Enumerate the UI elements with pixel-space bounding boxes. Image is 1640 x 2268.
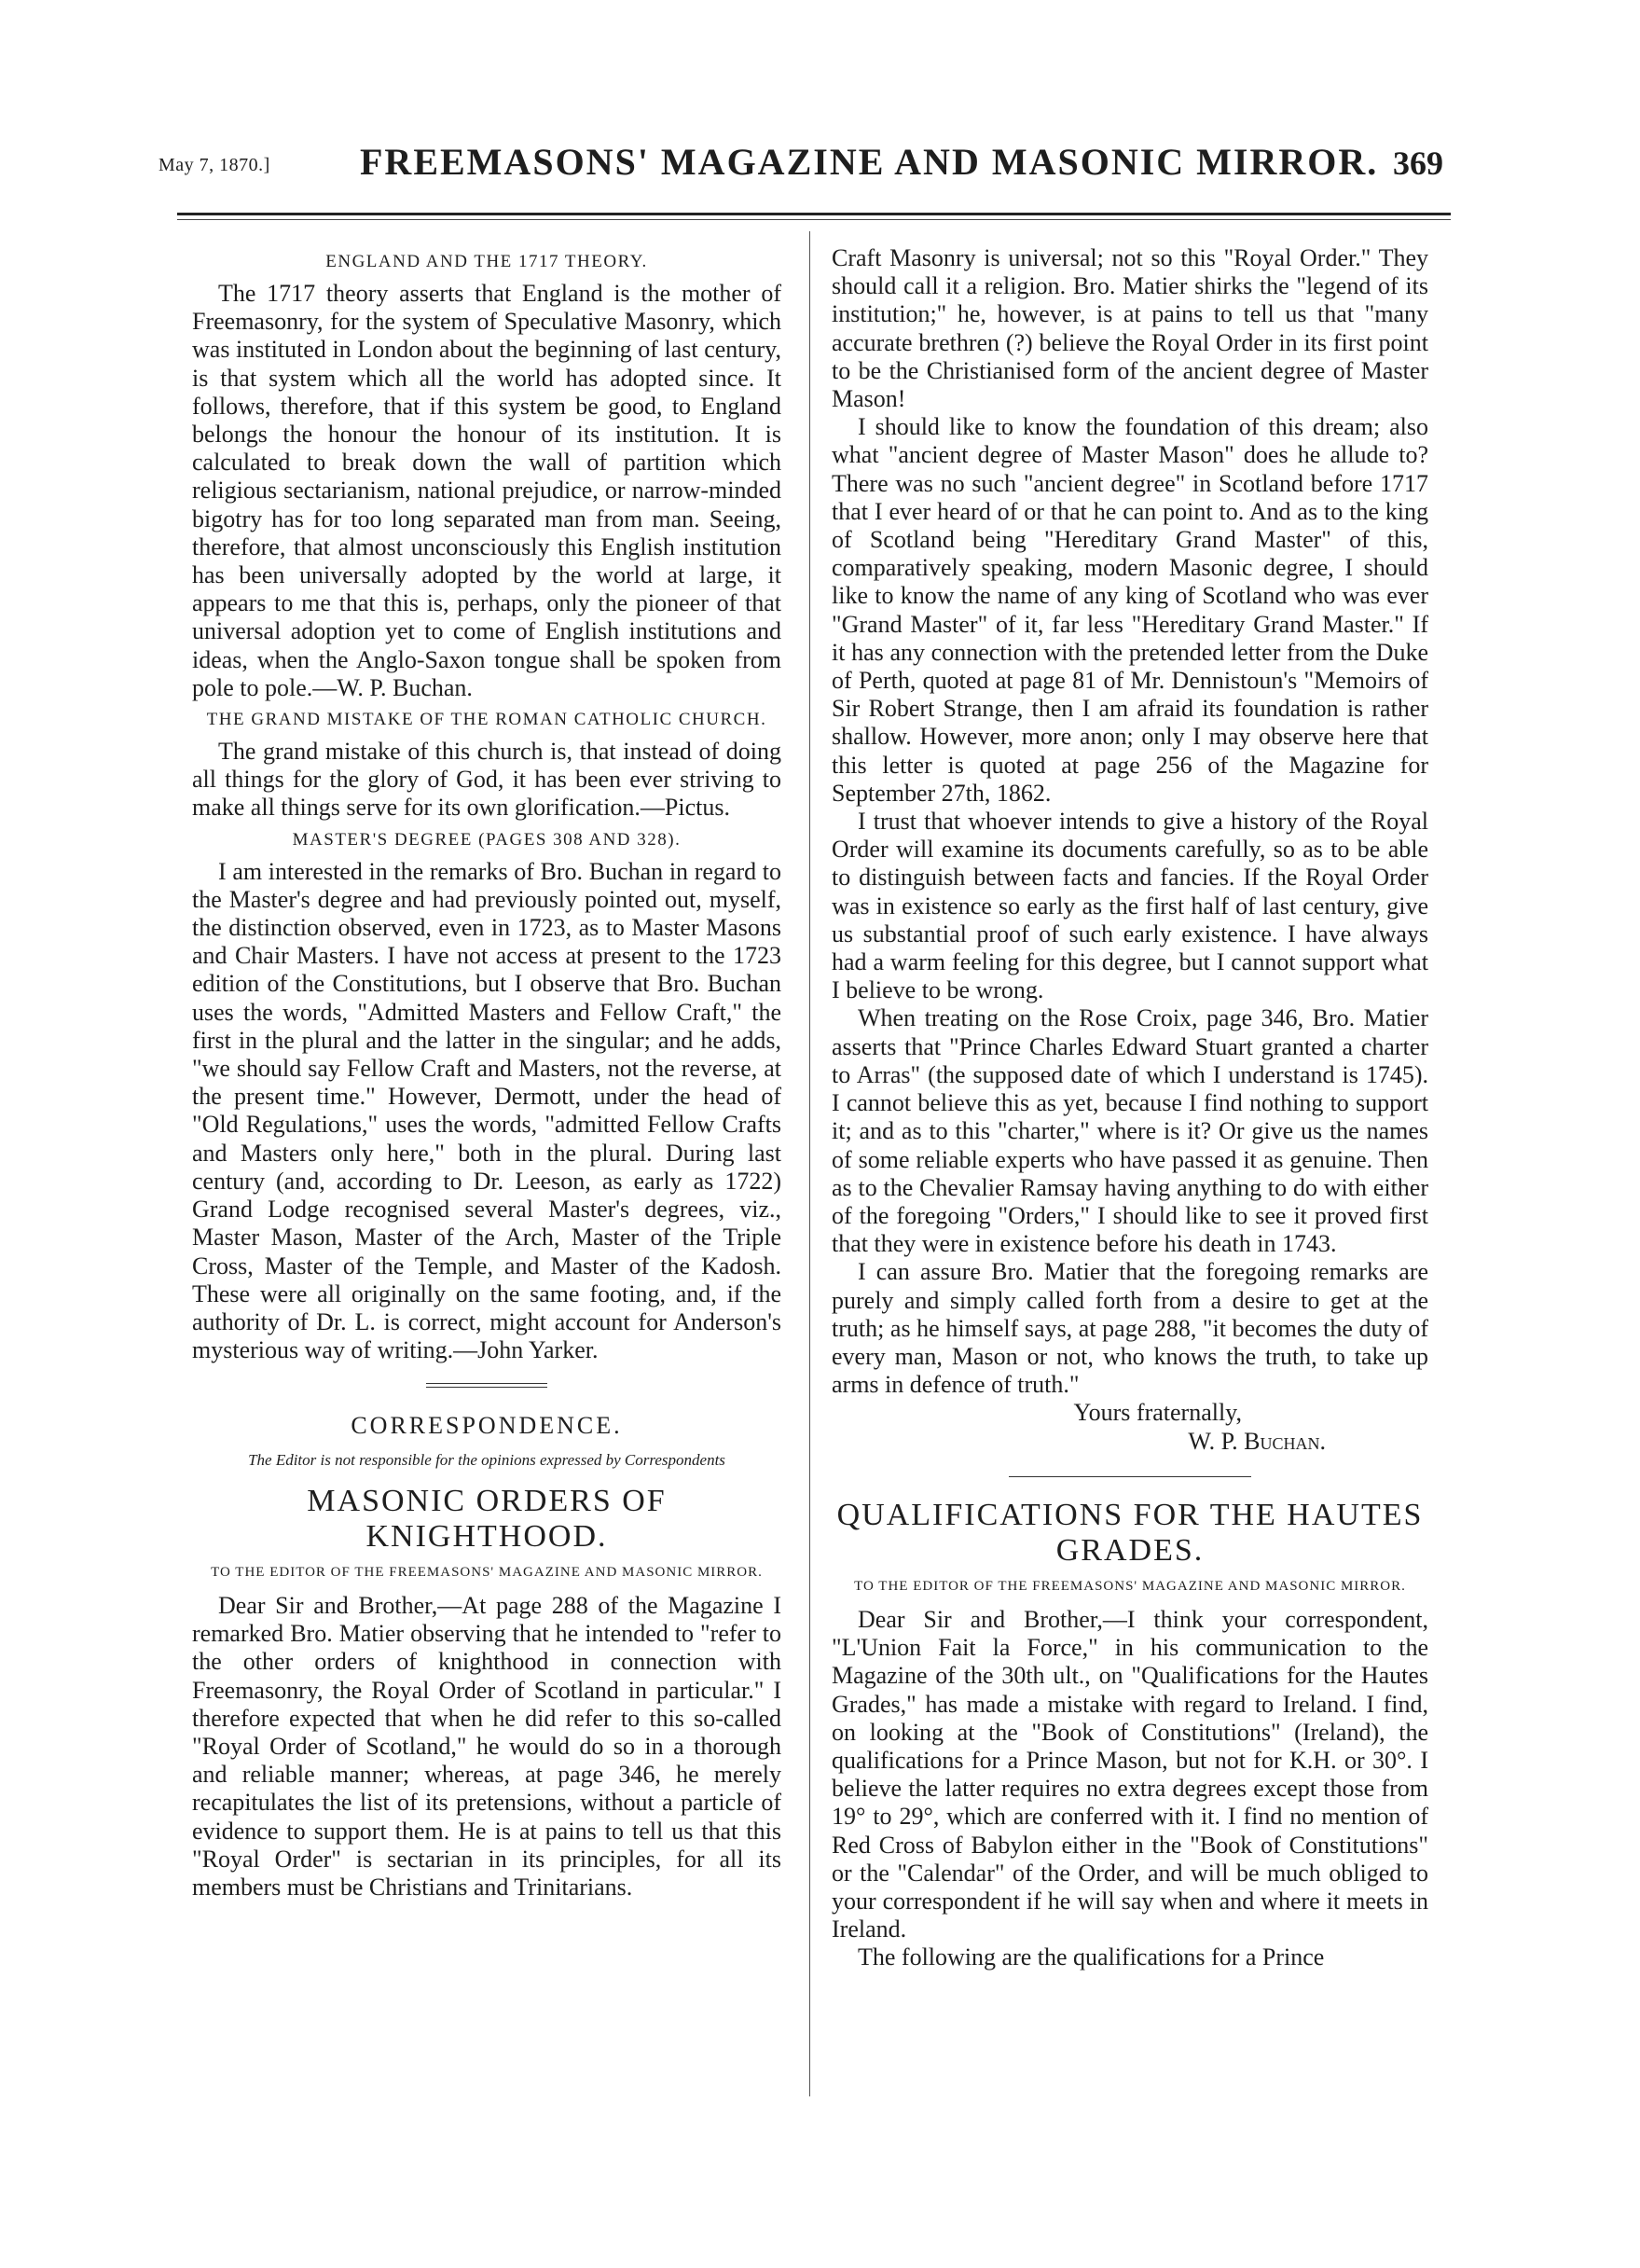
letter-paragraph-1: Craft Masonry is universal; not so this "Royal Order." They should call it a religion. Bro. Matier shirks the "legend of its institution;" he, however, is at pains to tell us that "many accurate brethren (?) believe the Royal Order in its first point to be the Christianised form of the ancient degree of Master Mason! bbox=[832, 244, 1428, 413]
qualifications-paragraph-2: The following are the qualifications for a Prince bbox=[858, 1943, 1325, 1971]
letter-paragraph-5: I can assure Bro. Matier that the foregoing remarks are purely and simply called forth from a desire to get at the truth; as he himself says, at page 288, "it becomes the duty of every man, Mason or not, who knows the truth, to take up arms in defence of truth." bbox=[832, 1258, 1428, 1399]
orders-paragraph: Dear Sir and Brother,—At page 288 of the Magazine I remarked Bro. Matier observing that he intended to "refer to the other orders of knighthood in connection with Freemasonry, the Royal Order of Scotland in particular." I therefore expected that when he did refer to this so-called "Royal Order of Scotland," he would do so in a thorough and reliable manner; whereas, at page 346, he merely recapitulates the list of its pretensions, without a particle of evidence to support them. He is at pains to tell us that this "Royal Order" is sectarian in its principles, for all its members must be Christians and Trinitarians. bbox=[192, 1591, 781, 1901]
header-rule bbox=[177, 213, 1451, 215]
column-divider bbox=[809, 231, 810, 2096]
right-column bbox=[832, 244, 1428, 1972]
england-heading: ENGLAND AND THE 1717 THEORY. bbox=[325, 252, 648, 271]
grand-mistake-heading: THE GRAND MISTAKE OF THE ROMAN CATHOLIC CHURCH. bbox=[206, 710, 767, 730]
qualifications-paragraph-1: Dear Sir and Brother,—I think your correspondent, "L'Union Fait la Force," in his communication to the Magazine of the 30th ult., on "Qualifications for the Hautes Grades," has made a mistake with regard to Ireland. I find, on looking at the "Book of Constitutions" (Ireland), the qualifications for a Prince Mason, but not for K.H. or 30°. I believe the latter requires no extra degrees except those from 19° to 29°, which are conferred with it. I find no mention of Red Cross of Babylon either in the "Book of Constitutions" or the "Calendar" of the Order, and will be much obliged to your correspondent if he will say when and where it meets in Ireland. bbox=[832, 1605, 1428, 1943]
orders-to-editor: TO THE EDITOR OF THE FREEMASONS' MAGAZINE AND MASONIC MIRROR. bbox=[211, 1564, 763, 1580]
letter-paragraph-3: I trust that whoever intends to give a history of the Royal Order will examine its documents carefully, so as to be able to distinguish between facts and fancies. If the Royal Order was in existence so early as the first half of last century, give us substantial proof of such early existence. I have always had a warm feeling for this degree, but I cannot support what I believe to be wrong. bbox=[832, 808, 1428, 1004]
header-rule-thin bbox=[177, 219, 1451, 220]
letter-signoff: Yours fraternally, bbox=[1073, 1399, 1242, 1427]
page-number: 369 bbox=[1393, 145, 1443, 182]
qualifications-to-editor: TO THE EDITOR OF THE FREEMASONS' MAGAZINE AND MASONIC MIRROR. bbox=[854, 1578, 1406, 1594]
orders-heading: MASONIC ORDERS OF KNIGHTHOOD. bbox=[307, 1483, 667, 1554]
editor-disclaimer: The Editor is not responsible for the opinions expressed by Correspondents bbox=[248, 1450, 725, 1469]
masters-degree-paragraph: I am interested in the remarks of Bro. Buchan in regard to the Master's degree and had previously pointed out, myself, the distinction observed, even in 1723, as to Master Masons and Chair Masters. I have not access at present to the 1723 edition of the Constitutions, but I observe that Bro. Buchan uses the words, "Admitted Masters and Fellow Craft," the first in the plural and the latter in the singular; and he adds, "we should say Fellow Craft and Masters, not the reverse, at the present time." However, Dermott, under the head of "Old Regulations," uses the words, "admitted Fellow Crafts and Masters only here," both in the plural. During last century (and, according to Dr. Leeson, as early as 1722) Grand Lodge recognised several Master's degrees, viz., Master Mason, Master of the Arch, Master of the Triple Cross, Master of the Temple, and Master of the Kadosh. These were all originally on the same footing, and, if the authority of Dr. L. is correct, might account for Anderson's mysterious way of writing.—John Yarker. bbox=[192, 857, 781, 1364]
masters-degree-heading: MASTER'S DEGREE (PAGES 308 AND 328). bbox=[292, 829, 682, 850]
section-separator-right bbox=[1009, 1476, 1251, 1477]
qualifications-heading: QUALIFICATIONS FOR THE HAUTES GRADES. bbox=[836, 1497, 1424, 1568]
correspondence-heading: CORRESPONDENCE. bbox=[351, 1412, 623, 1440]
header-title: FREEMASONS' MAGAZINE AND MASONIC MIRROR. bbox=[360, 141, 1379, 183]
letter-signature: W. P. Buchan. bbox=[1188, 1427, 1326, 1455]
header-date: May 7, 1870.] bbox=[158, 155, 270, 175]
letter-paragraph-2: I should like to know the foundation of this dream; also what "ancient degree of Master Mason" does he allude to? There was no such "ancient degree" in Scotland before 1717 that I ever heard of or that he can point to. And as to the king of Scotland being "Hereditary Grand Master" of this, comparatively speaking, modern Masonic degree, I should like to know the name of any king of Scotland who was ever "Grand Master" of it, far less "Hereditary Grand Master." If it has any connection with the pretended letter from the Duke of Perth, quoted at page 81 of Mr. Dennistoun's "Memoirs of Sir Robert Strange, then I am afraid its foundation is rather shallow. However, more anon; only I may observe here that this letter is quoted at page 256 of the Magazine for September 27th, 1862. bbox=[832, 413, 1428, 807]
grand-mistake-paragraph: The grand mistake of this church is, that instead of doing all things for the glory of God, it has been ever striving to make all things serve for its own glorification.—Pictus. bbox=[192, 738, 781, 822]
england-paragraph: The 1717 theory asserts that England is the mother of Freemasonry, for the system of Speculative Masonry, which was instituted in London about the beginning of last century, is that system which all the world has adopted since. It follows, therefore, that if this system be good, to England belongs the honour the honour of its institution. It is calculated to break down the wall of partition which religious sectarianism, national prejudice, or narrow-minded bigotry has for too long separated man from man. Seeing, therefore, that almost unconsciously this English institution has been universally adopted by the world at large, it appears to me that this is, perhaps, only the pioneer of that universal adoption yet to come of English institutions and ideas, when the Anglo-Saxon tongue shall be spoken from pole to pole.—W. P. Buchan. bbox=[192, 280, 781, 701]
letter-paragraph-4: When treating on the Rose Croix, page 346, Bro. Matier asserts that "Prince Charles Edward Stuart granted a charter to Arras" (the supposed date of which I understand is 1745). I cannot believe this as yet, because I find nothing to support it; and as to this "charter," where is it? Or give us the names of some reliable experts who have passed it as genuine. Then as to the Chevalier Ramsay having anything to do with either of the foregoing "Orders," I should like to see it proved first that they were in existence before his death in 1743. bbox=[832, 1004, 1428, 1258]
left-column bbox=[192, 244, 781, 1902]
section-separator bbox=[426, 1383, 547, 1388]
